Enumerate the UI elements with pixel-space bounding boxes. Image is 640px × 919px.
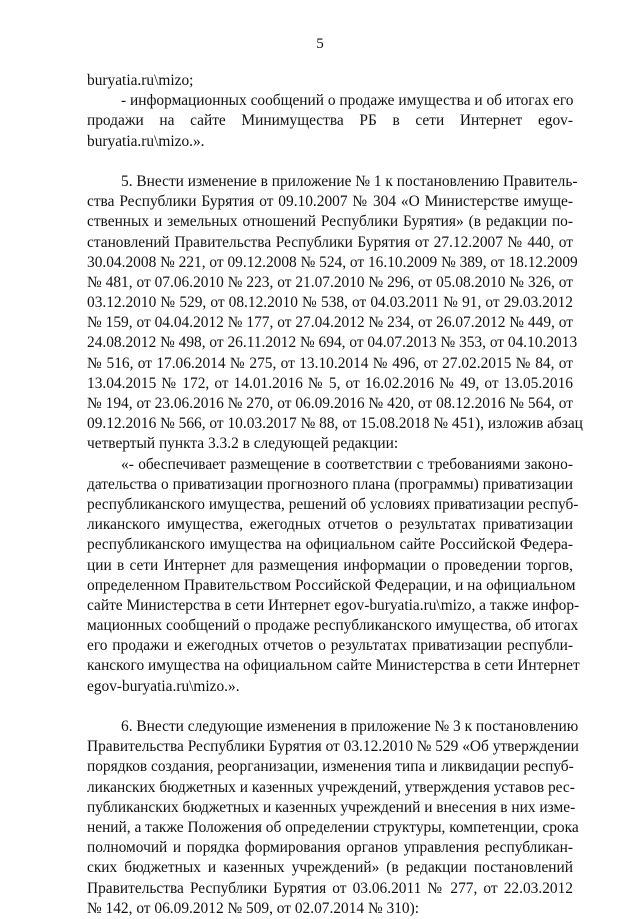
text-line: сайте Министерства в сети Интернет egov-buryatia.ru\mizo, а также инфор- xyxy=(87,596,580,614)
text-line: нений, а также Положения об определении структуры, компетенции, срока xyxy=(87,818,579,836)
text-line: Правительства Республики Бурятия от 03.06.2011 № 277, от 22.03.2012 xyxy=(87,879,573,897)
text-line: определенном Правительством Российской Федерации, и на официальном xyxy=(87,576,576,594)
document-body xyxy=(87,71,583,919)
paragraph-continuation xyxy=(87,71,573,152)
text-line: республиканского имущества на официальном сайте Российской Федера- xyxy=(87,536,573,554)
text-line: республиканского имущества, решений об условиях приватизации респуб- xyxy=(87,495,579,513)
text-line: канского имущества на официальном сайте Министерства в сети Интернет xyxy=(87,657,580,675)
page-number: 5 xyxy=(316,36,324,52)
text-line: 03.12.2010 № 529, от 08.12.2010 № 538, от 04.03.2011 № 91, от 29.03.2012 xyxy=(87,294,573,312)
text-line: buryatia.ru\mizo.». xyxy=(87,132,205,150)
text-line: 13.04.2015 № 172, от 14.01.2016 № 5, от 16.02.2016 № 49, от 13.05.2016 xyxy=(87,374,573,392)
text-line: - информационных сообщений о продаже имущества и об итогах его xyxy=(121,92,574,110)
text-line: мационных сообщений о продаже республиканского имущества, об итогах xyxy=(87,617,579,635)
text-line: ликанского имущества, ежегодных отчетов о результатах приватизации xyxy=(87,516,573,534)
text-line: его продажи и ежегодных отчетов о результатах приватизации республи- xyxy=(87,637,573,655)
text-line: ственных и земельных отношений Республики Бурятия» (в редакции по- xyxy=(87,213,573,231)
text-line: полномочий и порядка формирования органов управления республикан- xyxy=(87,839,573,857)
text-line: 09.12.2016 № 566, от 10.03.2017 № 88, от 15.08.2018 № 451), изложив абзац xyxy=(87,415,583,433)
text-line: порядков создания, реорганизации, изменения типа и ликвидации респуб- xyxy=(87,758,574,776)
text-line: № 194, от 23.06.2016 № 270, от 06.09.2016 № 420, от 08.12.2016 № 564, от xyxy=(87,395,573,412)
text-line: «- обеспечивает размещение в соответствии с требованиями законо- xyxy=(121,455,573,473)
text-line: egov-buryatia.ru\mizo.». xyxy=(87,677,240,695)
text-line: buryatia.ru\mizo; xyxy=(87,72,194,89)
paragraph-item-6 xyxy=(87,717,579,919)
text-line: № 159, от 04.04.2012 № 177, от 27.04.2012 № 234, от 26.07.2012 № 449, от xyxy=(87,314,573,332)
text-line: ства Республики Бурятия от 09.10.2007 № 304 «О Министерстве имуще- xyxy=(87,193,573,211)
text-line: становлений Правительства Республики Бурятия от 27.12.2007 № 440, от xyxy=(87,233,573,251)
text-line: № 481, от 07.06.2010 № 223, от 21.07.2010 № 296, от 05.08.2010 № 326, от xyxy=(87,273,573,291)
text-line: 24.08.2012 № 498, от 26.11.2012 № 694, от 04.07.2013 № 353, от 04.10.2013 xyxy=(87,334,578,352)
text-line: 6. Внести следующие изменения в приложение № 3 к постановлению xyxy=(121,718,579,735)
text-line: продажи на сайте Минимущества РБ в сети Интернет egov- xyxy=(87,112,573,130)
text-line: № 516, от 17.06.2014 № 275, от 13.10.2014 № 496, от 27.02.2015 № 84, от xyxy=(87,354,573,372)
text-line: публиканских бюджетных и казенных учреждений и внесения в них изме- xyxy=(87,798,576,816)
text-line: 5. Внести изменение в приложение № 1 к постановлению Правитель- xyxy=(121,172,578,190)
text-line: ции в сети Интернет для размещения информации о проведении торгов, xyxy=(87,556,573,574)
paragraph-gap xyxy=(87,697,573,717)
paragraph-item-5 xyxy=(87,172,583,697)
text-line: Правительства Республики Бурятия от 03.12.2010 № 529 «Об утверждении xyxy=(87,738,579,756)
text-line: ских бюджетных и казенных учреждений» (в редакции постановлений xyxy=(87,859,573,877)
text-line: 30.04.2008 № 221, от 09.12.2008 № 524, от 16.10.2009 № 389, от 18.12.2009 xyxy=(87,253,578,271)
text-line: четвертый пункта 3.3.2 в следующей редакции: xyxy=(87,435,399,453)
text-line: дательства о приватизации прогнозного плана (программы) приватизации xyxy=(87,475,573,493)
paragraph-gap xyxy=(87,152,573,172)
text-line: ликанских бюджетных и казенных учреждений, утверждения уставов рес- xyxy=(87,778,575,796)
text-line: № 142, от 06.09.2012 № 509, от 02.07.2014 № 310): xyxy=(87,899,419,917)
